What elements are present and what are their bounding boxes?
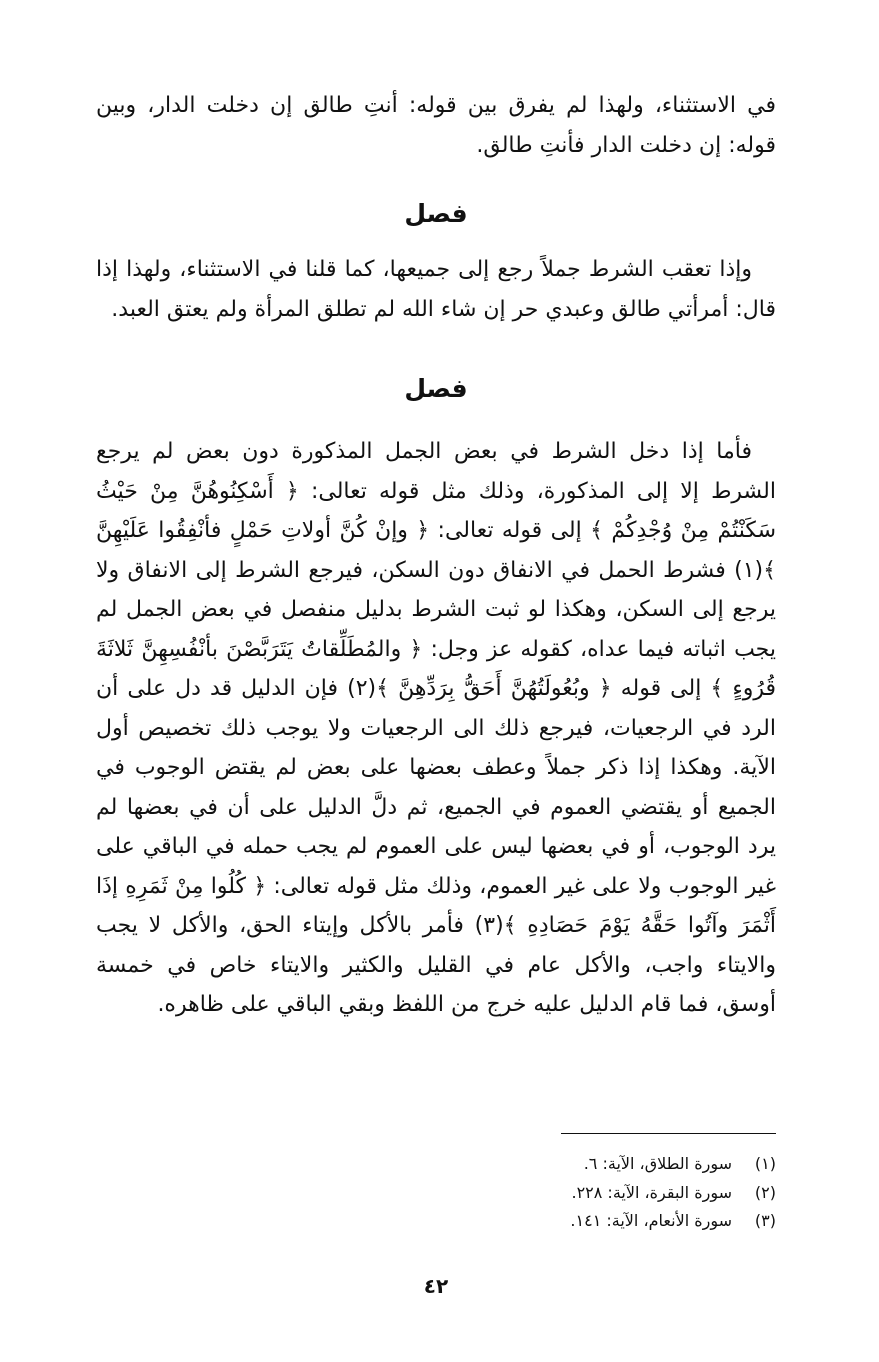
page-number: ٤٢	[423, 1274, 449, 1298]
paragraph-condition-all: وإذا تعقب الشرط جملاً رجع إلى جميعها، كما قلنا في الاستثناء، ولهذا إذا قال: أمرأتي طالق وعبدي حر إن شاء الله لم تطلق المرأة ولم يعتق العبد.	[96, 257, 776, 322]
footnote-3	[296, 1207, 776, 1236]
paragraph-condition-partial: فأما إذا دخل الشرط في بعض الجمل المذكورة دون بعض لم يرجع الشرط إلا إلى المذكورة، وذلك مثل قوله تعالى: ﴿ أَسْكِنُوهُنَّ مِنْ حَيْثُ سَكَنْتُمْ مِنْ وُجْدِكُمْ ﴾ إلى قوله تعالى: ﴿ وإنْ كُنَّ أولاتِ حَمْلٍ فأنْفِقُوا عَلَيْهِنَّ ﴾(١) فشرط الحمل في الانفاق دون السكن، فيرجع الشرط إلى الانفاق ولا يرجع إلى السكن، وهكذا لو ثبت الشرط بدليل منفصل في بعض الجمل لم يجب اثباته فيما عداه، كقوله عز وجل: ﴿ والمُطَلِّقاتُ يَتَرَبَّصْنَ بأنْفُسِهِنَّ ثَلاثَةَ قُرُوءٍ ﴾ إلى قوله ﴿ وبُعُولَتُهُنَّ أَحَقُّ بِرَدِّهِنَّ ﴾(٢) فإن الدليل قد دل على أن الرد في الرجعيات، فيرجع ذلك الى الرجعيات ولا يوجب ذلك تخصيص أول الآية. وهكذا إذا ذكر جملاً وعطف بعضها على بعض لم يقتض الوجوب في الجميع أو يقتضي العموم في الجميع، ثم دلَّ الدليل على أن في بعضها لم يرد الوجوب، أو في بعضها ليس على العموم لم يجب حمله في الباقي على غير الوجوب ولا على غير العموم، وذلك مثل قوله تعالى: ﴿ كُلُوا مِنْ ثَمَرِهِ إذَا أَثْمَرَ وآتُوا حَقَّهُ يَوْمَ حَصَادِهِ ﴾(٣) فأمر بالأكل وإيتاء الحق، والأكل لا يجب والايتاء واجب، والأكل عام في القليل والكثير والايتاء خاص في خمسة أوسق، فما قام الدليل عليه خرج من اللفظ وبقي الباقي على ظاهره.	[96, 439, 776, 1017]
paragraph-continuation: في الاستثناء، ولهذا لم يفرق بين قوله: أنتِ طالق إن دخلت الدار، وبين قوله: إن دخلت الدار فأنتِ طالق.	[96, 93, 776, 158]
footnote-1	[296, 1150, 776, 1179]
footnote-number: (٣)	[754, 1211, 776, 1230]
footnote-number: (١)	[754, 1154, 776, 1173]
footnote-text: سورة الأنعام، الآية: ١٤١.	[570, 1211, 732, 1230]
footnotes	[296, 1150, 776, 1236]
section-heading-1: فصل	[404, 199, 468, 228]
footnote-number: (٢)	[754, 1182, 776, 1202]
section-heading-2: فصل	[404, 374, 468, 403]
footnote-text: سورة الطلاق، الآية: ٦.	[583, 1154, 732, 1173]
footnote-2	[296, 1179, 776, 1208]
document-page	[96, 0, 776, 1362]
footnote-separator	[561, 1133, 776, 1134]
footnote-text: سورة البقرة، الآية: ٢٢٨.	[571, 1182, 732, 1202]
